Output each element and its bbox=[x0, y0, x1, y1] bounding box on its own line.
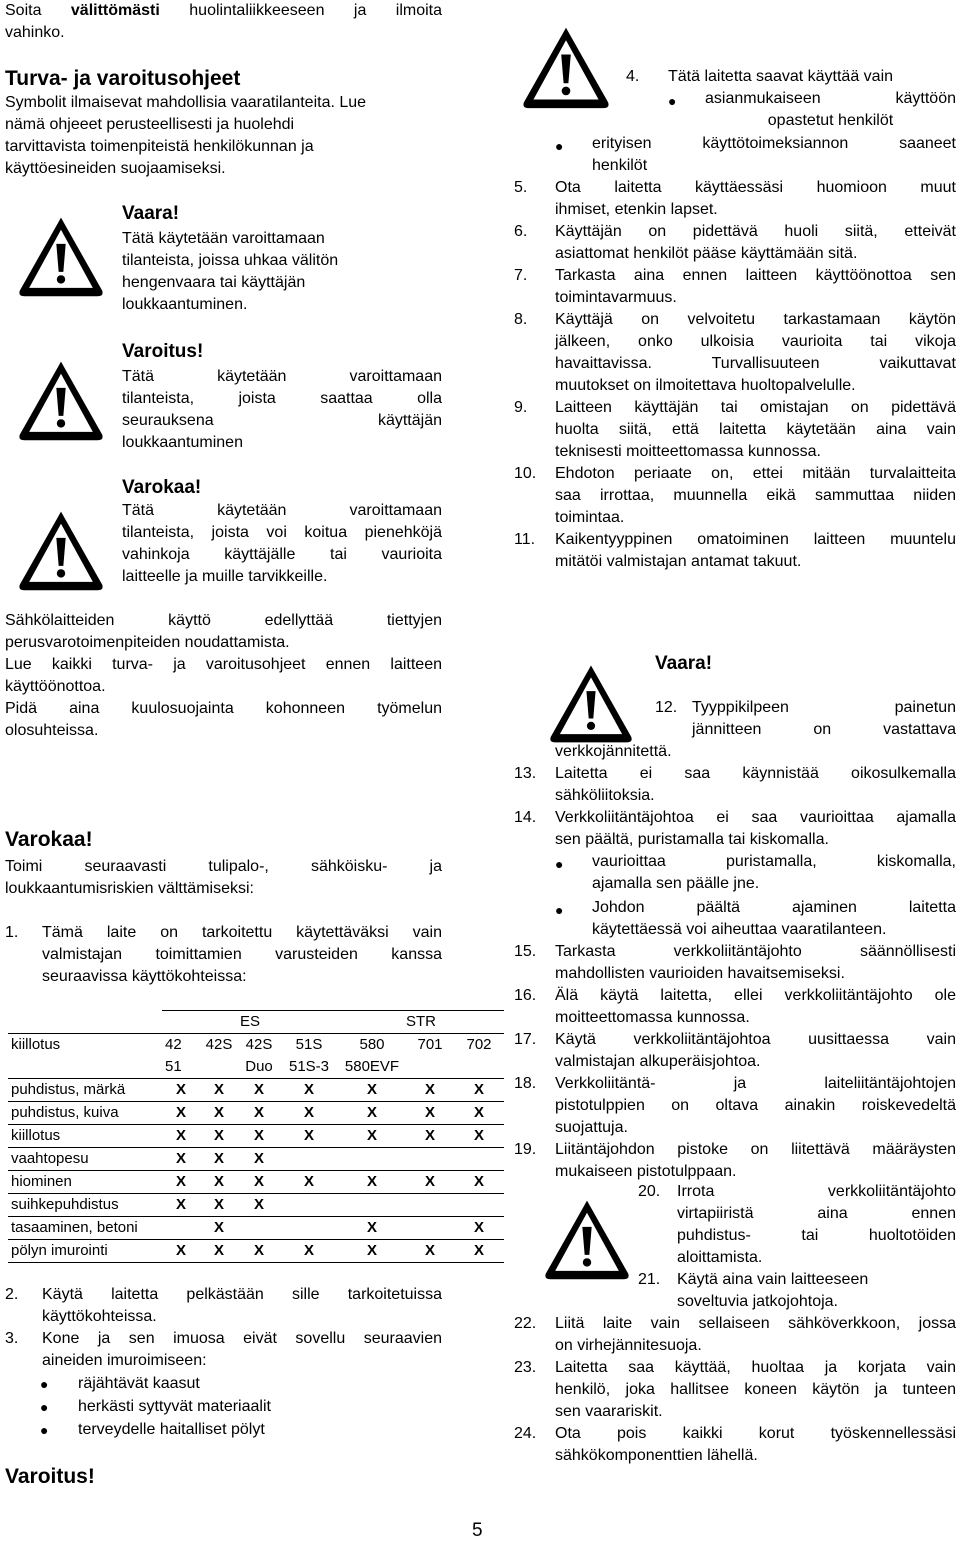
item-text bbox=[555, 1029, 956, 1073]
bullet-icon: ● bbox=[555, 138, 564, 154]
item-13-text: Laitetta ei saa käynnistää oikosulkemalla sähköliitoksia. bbox=[555, 765, 956, 804]
mark-cell bbox=[338, 1194, 406, 1217]
table-body bbox=[8, 1079, 504, 1263]
mark-cell: X bbox=[454, 1125, 504, 1148]
item-line: mahdollisten vaurioiden havaitsemiseksi. bbox=[555, 965, 845, 982]
mark-cell bbox=[162, 1217, 200, 1240]
item-text bbox=[555, 529, 956, 573]
item-text bbox=[555, 1313, 956, 1357]
item-text bbox=[555, 309, 956, 397]
item-number: 6. bbox=[514, 223, 528, 240]
item-text bbox=[555, 1423, 956, 1467]
safety-heading: Turva- ja varoitusohjeet bbox=[5, 67, 241, 90]
row-label: kiillotus bbox=[8, 1125, 162, 1148]
item-line: mitätöi valmistajan antamat takuut. bbox=[555, 553, 802, 570]
table-row bbox=[8, 1217, 504, 1240]
varokaa-text: Tätä käytetään varoittamaan tilanteista, joista voi koitua pienehköjä vahinkoja käyttäjälle tai vaurioita laitteelle ja muille tarvikkeille. bbox=[122, 502, 442, 585]
item-line: Ota pois kaikki korut työskennellessäsi bbox=[555, 1425, 956, 1442]
mark-cell bbox=[406, 1194, 454, 1217]
item-12-text: Tyyppikilpeen painetun jännitteen on vastattava bbox=[692, 699, 956, 738]
mark-cell: X bbox=[280, 1102, 338, 1125]
table-group-row bbox=[8, 1011, 504, 1034]
item-line: Käytä verkkoliitäntäjohtoa uusittaessa vain bbox=[555, 1031, 956, 1048]
item-number: 13. bbox=[514, 765, 537, 782]
item-number: 24. bbox=[514, 1425, 537, 1442]
mark-cell: X bbox=[162, 1125, 200, 1148]
item-14-bullet-2: Johdon päältä ajaminen laitetta käytettäessä voi aiheuttaa vaaratilanteen. bbox=[592, 899, 956, 938]
mark-cell: X bbox=[200, 1125, 238, 1148]
safety-text: Symbolit ilmaisevat mahdollisia vaaratilanteita. Lue nämä ohjeeet perusteellisesti ja huolehdi tarvittavista toimenpiteistä henkilökunnan ja käyttöesineiden suojaamiseksi. bbox=[5, 94, 367, 177]
mark-cell: X bbox=[238, 1171, 280, 1194]
row-label: hiominen bbox=[8, 1171, 162, 1194]
item-2-text: Käytä laitetta pelkästään sille tarkoitetuissa käyttökohteissa. bbox=[42, 1286, 442, 1325]
varokaa2-text: Toimi seuraavasti tulipalo-, sähköisku- ja loukkaantumisriskien välttämiseksi: bbox=[5, 858, 442, 897]
mark-cell: X bbox=[338, 1125, 406, 1148]
item-4-bullet-1: asianmukaiseen käyttöön opastetut henkilöt bbox=[705, 90, 956, 129]
vaara-text: Tätä käytetään varoittamaan tilanteista, joissa uhkaa välitön hengenvaara tai käyttäjän loukkaantuminen. bbox=[122, 230, 339, 313]
table-row bbox=[8, 1102, 504, 1125]
bullet-item: herkästi syttyvät materiaalit bbox=[78, 1398, 271, 1415]
item-line: mukaiseen pistotulppaan. bbox=[555, 1163, 737, 1180]
item-number: 21. bbox=[638, 1271, 661, 1288]
mark-cell bbox=[280, 1194, 338, 1217]
item-line: Liitä laite vain sellaiseen sähköverkkoon, jossa bbox=[555, 1315, 956, 1332]
list-item bbox=[514, 1423, 956, 1467]
mark-cell: X bbox=[406, 1079, 454, 1102]
bullet-item: räjähtävät kaasut bbox=[78, 1375, 200, 1392]
varokaa-heading: Varokaa! bbox=[122, 477, 202, 498]
numbered-list-b bbox=[514, 941, 956, 1183]
item-text bbox=[555, 265, 956, 309]
item-number: 20. bbox=[638, 1183, 661, 1200]
item-line: Tarkasta verkkoliitäntäjohto säännöllisesti bbox=[555, 943, 956, 960]
mark-cell: X bbox=[200, 1240, 238, 1263]
mark-cell: X bbox=[162, 1102, 200, 1125]
item-line: moitteettomassa kunnossa. bbox=[555, 1009, 750, 1026]
mark-cell: X bbox=[280, 1079, 338, 1102]
item-number: 10. bbox=[514, 465, 537, 482]
item-line: ihmiset, etenkin lapset. bbox=[555, 201, 718, 218]
row-label: puhdistus, märkä bbox=[8, 1079, 162, 1102]
mark-cell bbox=[280, 1148, 338, 1171]
item-number: 14. bbox=[514, 809, 537, 826]
bullet-icon: ● bbox=[40, 1399, 49, 1415]
item-text bbox=[555, 397, 956, 463]
model-cell: 701 bbox=[406, 1034, 454, 1079]
item-3-text: Kone ja sen imuosa eivät sovellu seuraavien aineiden imuroimiseen: bbox=[42, 1330, 442, 1369]
mark-cell: X bbox=[338, 1217, 406, 1240]
item-number: 9. bbox=[514, 399, 528, 416]
varoitus-heading: Varoitus! bbox=[122, 341, 204, 362]
group-es: ES bbox=[162, 1011, 338, 1034]
warning-triangle-icon bbox=[14, 356, 108, 444]
mark-cell: X bbox=[200, 1079, 238, 1102]
item-line: Verkkoliitäntä- ja laiteliitäntäjohtojen bbox=[555, 1075, 956, 1092]
model-cell: 42 51 bbox=[162, 1034, 200, 1079]
warning-triangle-icon bbox=[14, 506, 108, 594]
list-item bbox=[514, 529, 956, 573]
mark-cell bbox=[238, 1217, 280, 1240]
list-item bbox=[514, 1073, 956, 1139]
item-line: jälkeen, onko ulkoisia vaurioita tai vikoja bbox=[555, 333, 956, 350]
mark-cell: X bbox=[200, 1102, 238, 1125]
table-row bbox=[8, 1125, 504, 1148]
electric-safety-text: Sähkölaitteiden käyttö edellyttää tiettyjen perusvarotoimenpiteiden noudattamista. Lue kaikki turva- ja varoitusohjeet ennen laitteen käyttöönottoa. Pidä aina kuulosuojainta kohonneen työmelun olosuhteissa. bbox=[5, 612, 442, 739]
item-text bbox=[555, 177, 956, 221]
mark-cell bbox=[454, 1148, 504, 1171]
model-cell: 702 bbox=[454, 1034, 504, 1079]
warning-triangle-icon bbox=[518, 22, 614, 112]
mark-cell: X bbox=[162, 1148, 200, 1171]
list-item bbox=[514, 463, 956, 529]
warning-triangle-icon bbox=[14, 212, 108, 300]
table-row bbox=[8, 1240, 504, 1263]
varoitus2-heading: Varoitus! bbox=[5, 1465, 95, 1488]
mark-cell: X bbox=[338, 1079, 406, 1102]
item-number: 17. bbox=[514, 1031, 537, 1048]
mark-cell: X bbox=[238, 1194, 280, 1217]
mark-cell: X bbox=[338, 1102, 406, 1125]
warning-triangle-icon bbox=[540, 1195, 634, 1283]
item-line: muutokset on ilmoitettava huoltopalvelulle. bbox=[555, 377, 856, 394]
mark-cell: X bbox=[162, 1240, 200, 1263]
numbered-list-a bbox=[514, 177, 956, 573]
item-line: Laitteen käyttäjän tai omistajan on pidettävä bbox=[555, 399, 956, 416]
item-number: 1. bbox=[5, 924, 19, 941]
mark-cell: X bbox=[162, 1194, 200, 1217]
item-line: toimintavarmuus. bbox=[555, 289, 677, 306]
mark-cell: X bbox=[454, 1240, 504, 1263]
item-14-text: Verkkoliitäntäjohtoa ei saa vaurioittaa ajamalla sen päältä, puristamalla tai kiskomalla. bbox=[555, 809, 956, 848]
numbered-list-c bbox=[514, 1313, 956, 1467]
item-number: 19. bbox=[514, 1141, 537, 1158]
mark-cell: X bbox=[200, 1217, 238, 1240]
mark-cell: X bbox=[238, 1102, 280, 1125]
bullet-icon: ● bbox=[668, 93, 677, 109]
item-number: 22. bbox=[514, 1315, 537, 1332]
row-label: pölyn imurointi bbox=[8, 1240, 162, 1263]
list-item bbox=[514, 1357, 956, 1423]
list-item bbox=[514, 1313, 956, 1357]
intro-line-2: vahinko. bbox=[5, 24, 65, 41]
list-item bbox=[514, 1139, 956, 1183]
item-line: Ehdoton periaate on, ettei mitään turvalaitteita bbox=[555, 465, 956, 482]
item-line: huolta siitä, että laitetta käytetään aina vain bbox=[555, 421, 956, 438]
item-text bbox=[555, 941, 956, 985]
model-cell: 580 580EVF bbox=[338, 1034, 406, 1079]
vaara2-heading: Vaara! bbox=[655, 653, 713, 674]
bullet-icon: ● bbox=[555, 856, 564, 872]
item-line: teknisesti moitteettomassa kunnossa. bbox=[555, 443, 821, 460]
item-text bbox=[555, 1357, 956, 1423]
item-number: 16. bbox=[514, 987, 537, 1004]
item-number: 15. bbox=[514, 943, 537, 960]
list-item bbox=[514, 397, 956, 463]
item-line: Käyttäjä on velvoitetu tarkastamaan käytön bbox=[555, 311, 956, 328]
usage-table bbox=[8, 1010, 504, 1263]
item-text bbox=[555, 1073, 956, 1139]
intro-line-1: Soita välittömästi huolintaliikkeeseen ja ilmoita bbox=[5, 2, 443, 19]
item-number: 5. bbox=[514, 179, 528, 196]
row-label: suihkepuhdistus bbox=[8, 1194, 162, 1217]
mark-cell: X bbox=[280, 1240, 338, 1263]
mark-cell: X bbox=[454, 1079, 504, 1102]
model-cell: 42S Duo bbox=[238, 1034, 280, 1079]
item-line: asiattomat henkilöt pääse käyttämään sitä. bbox=[555, 245, 858, 262]
mark-cell: X bbox=[338, 1240, 406, 1263]
item-number: 18. bbox=[514, 1075, 537, 1092]
item-line: pistotulppien on oltava ainakin roiskevedeltä bbox=[555, 1097, 956, 1114]
mark-cell: X bbox=[200, 1171, 238, 1194]
mark-cell: X bbox=[238, 1079, 280, 1102]
varokaa2-heading: Varokaa! bbox=[5, 828, 93, 851]
item-line: Kaikentyyppinen omatoiminen laitteen muuntelu bbox=[555, 531, 956, 548]
item-text bbox=[555, 985, 956, 1029]
item-number: 23. bbox=[514, 1359, 537, 1376]
bullet-icon: ● bbox=[40, 1376, 49, 1392]
item-number: 8. bbox=[514, 311, 528, 328]
item-text bbox=[555, 221, 956, 265]
item-text bbox=[555, 1139, 956, 1183]
list-item bbox=[514, 177, 956, 221]
item-14-bullet-1: vaurioittaa puristamalla, kiskomalla, ajamalla sen päälle jne. bbox=[592, 853, 956, 892]
item-line: havaittavissa. Turvallisuuteen vaikuttavat bbox=[555, 355, 956, 372]
list-item bbox=[514, 265, 956, 309]
item-number: 2. bbox=[5, 1286, 19, 1303]
mark-cell: X bbox=[200, 1148, 238, 1171]
item-number: 11. bbox=[514, 531, 536, 548]
bullet-icon: ● bbox=[555, 902, 564, 918]
header-label: kiillotus bbox=[8, 1034, 162, 1079]
mark-cell: X bbox=[406, 1102, 454, 1125]
list-item bbox=[514, 309, 956, 397]
item-number: 7. bbox=[514, 267, 528, 284]
vaara-heading: Vaara! bbox=[122, 203, 180, 224]
item-line: sen vaarariskit. bbox=[555, 1403, 663, 1420]
group-str: STR bbox=[338, 1011, 504, 1034]
mark-cell: X bbox=[406, 1240, 454, 1263]
mark-cell: X bbox=[406, 1171, 454, 1194]
table-row bbox=[8, 1079, 504, 1102]
item-line: valmistajan alkuperäisjohtoa. bbox=[555, 1053, 761, 1070]
mark-cell bbox=[280, 1217, 338, 1240]
item-number: 3. bbox=[5, 1330, 19, 1347]
item-text bbox=[555, 463, 956, 529]
varoitus-text: Tätä käytetään varoittamaan tilanteista, joista saattaa olla seurauksena käyttäjän loukkaantuminen bbox=[122, 368, 442, 451]
mark-cell: X bbox=[454, 1102, 504, 1125]
item-line: Liitäntäjohdon pistoke on liitettävä määräysten bbox=[555, 1141, 956, 1158]
item-line: on virhejännitesuoja. bbox=[555, 1337, 702, 1354]
mark-cell: X bbox=[238, 1240, 280, 1263]
row-label: vaahtopesu bbox=[8, 1148, 162, 1171]
mark-cell: X bbox=[454, 1171, 504, 1194]
bullet-item: terveydelle haitalliset pölyt bbox=[78, 1421, 265, 1438]
item-line: Käyttäjän on pidettävä huoli siitä, etteivät bbox=[555, 223, 956, 240]
mark-cell: X bbox=[200, 1194, 238, 1217]
mark-cell: X bbox=[238, 1148, 280, 1171]
list-item bbox=[514, 985, 956, 1029]
item-line: Ota laitetta käyttäessäsi huomioon muut bbox=[555, 179, 956, 196]
mark-cell bbox=[406, 1217, 454, 1240]
item-line: toimintaa. bbox=[555, 509, 625, 526]
list-item bbox=[514, 941, 956, 985]
item-21-text: Käytä aina vain laitteeseen soveltuvia jatkojohtoja. bbox=[677, 1271, 869, 1310]
mark-cell: X bbox=[162, 1171, 200, 1194]
row-label: puhdistus, kuiva bbox=[8, 1102, 162, 1125]
list-item bbox=[514, 221, 956, 265]
mark-cell: X bbox=[406, 1125, 454, 1148]
item-line: saa irrottaa, muunnella eikä sammuttaa niiden bbox=[555, 487, 956, 504]
mark-cell bbox=[454, 1194, 504, 1217]
model-cell: 42S bbox=[200, 1034, 238, 1079]
item-line: Laitetta saa käyttää, huoltaa ja korjata vain bbox=[555, 1359, 956, 1376]
mark-cell bbox=[406, 1148, 454, 1171]
mark-cell: X bbox=[238, 1125, 280, 1148]
item-1-text: Tämä laite on tarkoitettu käytettäväksi vain valmistajan toimittamien varusteiden kanssa seuraavissa käyttökohteissa: bbox=[42, 924, 442, 985]
item-12-text-cont: verkkojännitettä. bbox=[555, 743, 672, 760]
list-item bbox=[514, 1029, 956, 1073]
mark-cell: X bbox=[338, 1171, 406, 1194]
item-number: 12. bbox=[655, 699, 678, 716]
bullet-icon: ● bbox=[40, 1422, 49, 1438]
table-row bbox=[8, 1148, 504, 1171]
mark-cell: X bbox=[162, 1079, 200, 1102]
item-20-text: Irrota verkkoliitäntäjohto virtapiiristä aina ennen puhdistus- tai huoltotöiden aloittamista. bbox=[677, 1183, 956, 1266]
mark-cell: X bbox=[280, 1171, 338, 1194]
row-label: tasaaminen, betoni bbox=[8, 1217, 162, 1240]
item-line: suojattuja. bbox=[555, 1119, 628, 1136]
table-header-row bbox=[8, 1034, 504, 1079]
item-number: 4. bbox=[626, 68, 640, 85]
model-cell: 51S 51S-3 bbox=[280, 1034, 338, 1079]
item-4-text: Tätä laitetta saavat käyttää vain bbox=[668, 68, 894, 85]
table-row bbox=[8, 1171, 504, 1194]
page-number: 5 bbox=[472, 1520, 483, 1541]
mark-cell: X bbox=[280, 1125, 338, 1148]
item-line: Älä käytä laitetta, ellei verkkoliitäntäjohto ole bbox=[555, 987, 956, 1004]
mark-cell: X bbox=[454, 1217, 504, 1240]
item-line: henkilö, joka hallitsee koneen käytön ja tunteen bbox=[555, 1381, 956, 1398]
mark-cell bbox=[338, 1148, 406, 1171]
item-4-bullet-2: erityisen käyttötoimeksiannon saaneet henkilöt bbox=[592, 135, 956, 174]
table-row bbox=[8, 1194, 504, 1217]
item-line: Tarkasta aina ennen laitteen käyttöönottoa sen bbox=[555, 267, 956, 284]
warning-triangle-icon bbox=[545, 660, 637, 746]
item-line: sähkökomponenttien lähellä. bbox=[555, 1447, 758, 1464]
